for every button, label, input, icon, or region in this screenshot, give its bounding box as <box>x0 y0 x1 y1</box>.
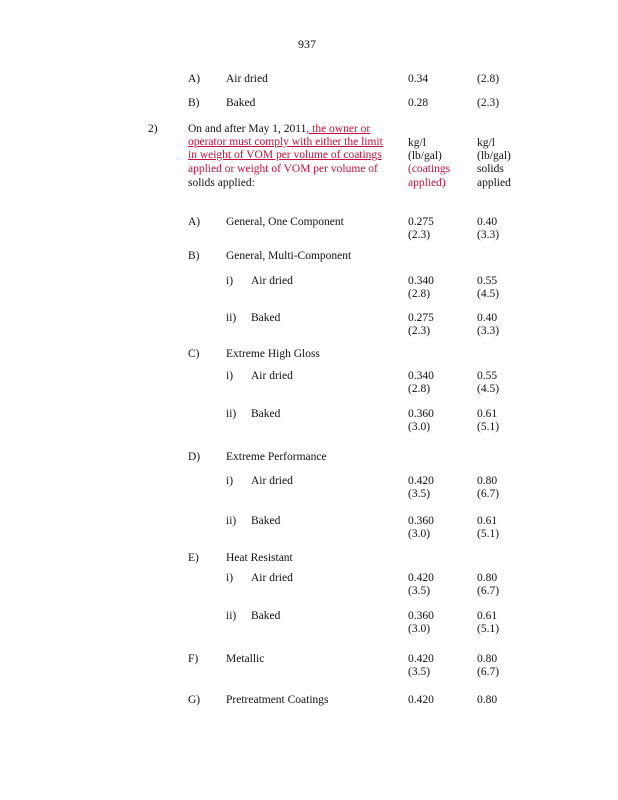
value-lb-coatings: (3.0) <box>408 528 431 540</box>
value-lb-coatings: (3.5) <box>408 666 431 678</box>
value-lb-coatings: (2.3) <box>408 325 431 337</box>
value-kg-coatings: 0.420 <box>408 572 434 584</box>
section-number: 2) <box>148 123 158 135</box>
column-header-2-line: kg/l <box>477 137 495 149</box>
paragraph-line <box>188 136 383 149</box>
subcategory-label: ii) <box>226 408 237 420</box>
value-lb-solids: (6.7) <box>477 666 500 678</box>
paragraph-line <box>188 177 255 190</box>
paragraph-amendment: operator must comply with either the limit <box>188 136 383 148</box>
value-lb-solids: (5.1) <box>477 623 500 635</box>
value-lb-coatings: (2.8) <box>408 288 431 300</box>
subcategory-name: Baked <box>251 408 281 420</box>
column-header-2-line: solids <box>477 163 504 175</box>
subcategory-label: i) <box>226 370 234 382</box>
value-lb-coatings: (2.8) <box>408 383 431 395</box>
subcategory-label: i) <box>226 475 234 487</box>
paragraph-amendment: applied or weight of VOM per volume of <box>188 163 378 175</box>
value-kg-coatings: 0.360 <box>408 610 434 622</box>
row-label: A) <box>188 73 201 85</box>
value-kg-coatings: 0.420 <box>408 694 434 706</box>
column-header-1-line: applied) <box>408 177 446 189</box>
value-lb-solids: (4.5) <box>477 288 500 300</box>
value-kg-coatings: 0.275 <box>408 216 434 228</box>
subcategory-label: i) <box>226 275 234 287</box>
column-header-1-line: kg/l <box>408 137 426 149</box>
value-kg-coatings: 0.275 <box>408 312 434 324</box>
value-kg-solids: 0.80 <box>477 653 498 665</box>
subcategory-name: Baked <box>251 312 281 324</box>
value-kg-coatings: 0.360 <box>408 408 434 420</box>
page-number: 937 <box>298 37 316 51</box>
value-kg-coatings: 0.360 <box>408 515 434 527</box>
value-kg-coatings: 0.340 <box>408 275 434 287</box>
subcategory-label: ii) <box>226 515 237 527</box>
value-lb-solids: (6.7) <box>477 488 500 500</box>
subcategory-name: Baked <box>251 610 281 622</box>
value-lb-solids: (5.1) <box>477 421 500 433</box>
value-lb-coatings: (3.5) <box>408 488 431 500</box>
category-name: Extreme High Gloss <box>226 348 320 360</box>
row-value-1: 0.34 <box>408 73 429 85</box>
subcategory-label: i) <box>226 572 234 584</box>
category-name: General, Multi-Component <box>226 250 352 262</box>
value-kg-solids: 0.80 <box>477 572 498 584</box>
value-lb-coatings: (3.0) <box>408 623 431 635</box>
row-value-2: (2.3) <box>477 97 500 109</box>
row-name: Air dried <box>226 73 268 85</box>
subcategory-label: ii) <box>226 312 237 324</box>
category-label: D) <box>188 451 201 463</box>
subcategory-name: Air dried <box>251 370 293 382</box>
category-label: F) <box>188 653 199 665</box>
subcategory-name: Air dried <box>251 275 293 287</box>
value-lb-solids: (6.7) <box>477 585 500 597</box>
category-name: Metallic <box>226 653 265 665</box>
column-header-1-line: (coatings <box>408 163 451 175</box>
value-kg-solids: 0.40 <box>477 312 498 324</box>
value-lb-solids: (4.5) <box>477 383 500 395</box>
column-header-1-line: (lb/gal) <box>408 150 442 162</box>
row-value-1: 0.28 <box>408 97 429 109</box>
paragraph-amendment: in weight of VOM per volume of coatings <box>188 149 382 161</box>
value-kg-solids: 0.61 <box>477 610 498 622</box>
value-kg-solids: 0.80 <box>477 475 498 487</box>
value-lb-coatings: (2.3) <box>408 229 431 241</box>
category-name: Pretreatment Coatings <box>226 694 329 706</box>
value-kg-coatings: 0.420 <box>408 653 434 665</box>
value-lb-coatings: (3.5) <box>408 585 431 597</box>
row-label: B) <box>188 97 200 109</box>
column-header-2-line: applied <box>477 177 511 189</box>
category-label: G) <box>188 694 201 706</box>
paragraph-amendment: , the owner or <box>306 123 371 135</box>
value-lb-solids: (5.1) <box>477 528 500 540</box>
value-kg-coatings: 0.340 <box>408 370 434 382</box>
paragraph-line <box>188 123 370 136</box>
row-value-2: (2.8) <box>477 73 500 85</box>
value-kg-solids: 0.80 <box>477 694 498 706</box>
row-name: Baked <box>226 97 256 109</box>
category-label: C) <box>188 348 200 360</box>
value-kg-solids: 0.55 <box>477 275 498 287</box>
value-kg-coatings: 0.420 <box>408 475 434 487</box>
paragraph-line <box>188 149 382 162</box>
subcategory-name: Baked <box>251 515 281 527</box>
value-lb-solids: (3.3) <box>477 325 500 337</box>
value-kg-solids: 0.61 <box>477 408 498 420</box>
value-kg-solids: 0.55 <box>477 370 498 382</box>
column-header-2-line: (lb/gal) <box>477 150 511 162</box>
paragraph-text: solids applied: <box>188 177 255 189</box>
subcategory-name: Air dried <box>251 572 293 584</box>
value-kg-solids: 0.61 <box>477 515 498 527</box>
value-kg-solids: 0.40 <box>477 216 498 228</box>
value-lb-coatings: (3.0) <box>408 421 431 433</box>
category-name: Heat Resistant <box>226 552 293 564</box>
value-lb-solids: (3.3) <box>477 229 500 241</box>
paragraph-line <box>188 163 378 176</box>
subcategory-name: Air dried <box>251 475 293 487</box>
paragraph-text: On and after May 1, 2011 <box>188 123 307 135</box>
category-name: General, One Component <box>226 216 344 228</box>
category-name: Extreme Performance <box>226 451 327 463</box>
category-label: B) <box>188 250 200 262</box>
category-label: A) <box>188 216 201 228</box>
category-label: E) <box>188 552 199 564</box>
subcategory-label: ii) <box>226 610 237 622</box>
